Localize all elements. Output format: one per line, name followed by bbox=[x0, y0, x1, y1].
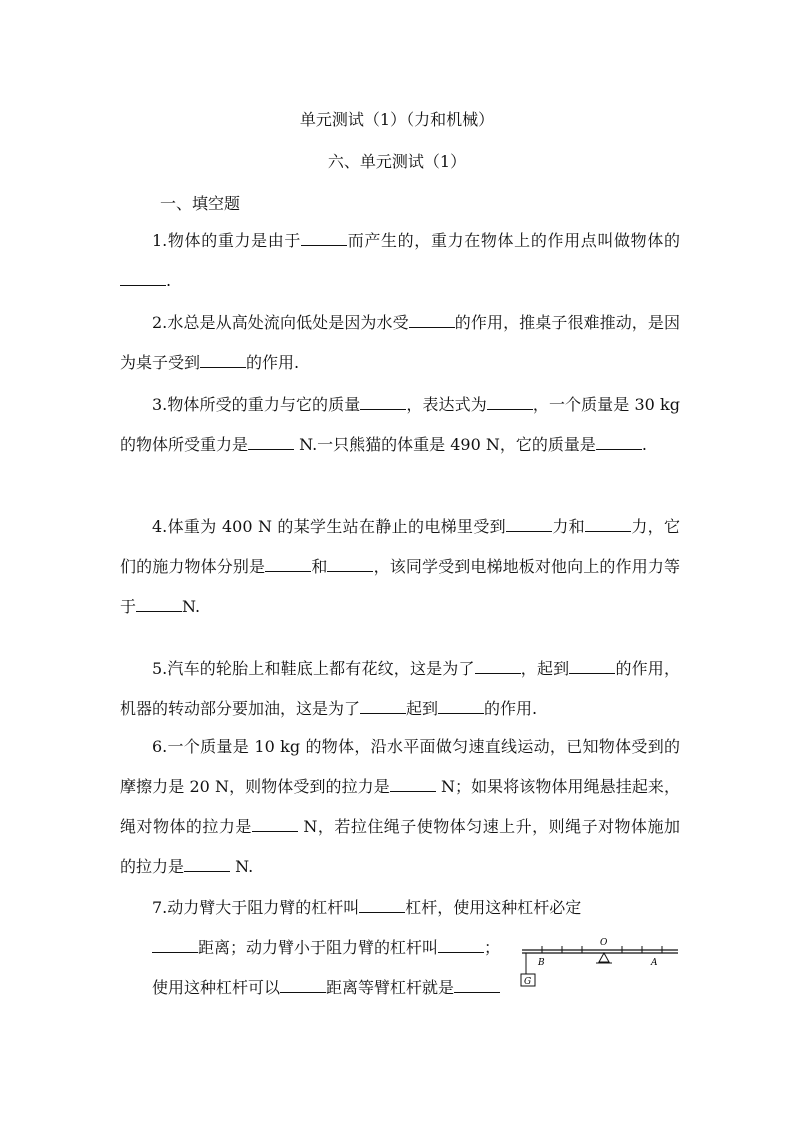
question-6: 6.一个质量是 10 kg 的物体，沿水平面做匀速直线运动，已知物体受到的摩擦力是 20 N，则物体受到的拉力是 N；如果将该物体用绳悬挂起来，绳对物体的拉力是 N，若拉住绳子使物体匀速上升，则绳子对物体施加的拉力是 N. bbox=[120, 737, 680, 876]
answer-blank[interactable] bbox=[390, 777, 436, 792]
answer-blank[interactable] bbox=[360, 699, 406, 714]
answer-blank[interactable] bbox=[454, 978, 500, 993]
section-heading: 一、填空题 bbox=[160, 194, 241, 213]
answer-blank[interactable] bbox=[506, 517, 552, 532]
answer-blank[interactable] bbox=[252, 817, 298, 832]
answer-blank[interactable] bbox=[120, 271, 166, 286]
answer-blank[interactable] bbox=[301, 231, 347, 246]
answer-blank[interactable] bbox=[487, 395, 533, 410]
answer-blank[interactable] bbox=[136, 597, 182, 612]
answer-blank[interactable] bbox=[359, 898, 405, 913]
answer-blank[interactable] bbox=[248, 435, 294, 450]
answer-blank[interactable] bbox=[265, 557, 311, 572]
answer-blank[interactable] bbox=[569, 659, 615, 674]
weight-label: G bbox=[524, 977, 532, 987]
question-4: 4.体重为 400 N 的某学生站在静止的电梯里受到 力和 力，它们的施力物体分别是 和 ，该同学受到电梯地板对他向上的作用力等于 N. bbox=[120, 517, 680, 616]
question-2: 2.水总是从高处流向低处是因为水受 的作用，推桌子很难推动，是因为桌子受到 的作用. bbox=[120, 313, 680, 372]
point-b-label: B bbox=[538, 958, 545, 968]
lever-diagram bbox=[518, 934, 680, 994]
question-5: 5.汽车的轮胎上和鞋底上都有花纹，这是为了 ，起到 的作用，机器的转动部分要加油，这是为了 起到 的作用. bbox=[120, 659, 680, 718]
page-title: 单元测试（1）（力和机械） bbox=[299, 110, 495, 129]
page-subtitle: 六、单元测试（1） bbox=[327, 152, 467, 171]
question-1: 1.物体的重力是由于 而产生的，重力在物体上的作用点叫做物体的. bbox=[120, 221, 680, 301]
question-7: 7.动力臂大于阻力臂的杠杆叫 杠杆，使用这种杠杆必定 距离；动力臂小于阻力臂的杠杆叫 ； 使用这种杠杆可以 距离等臂杠杆就是 bbox=[152, 898, 582, 997]
answer-blank[interactable] bbox=[184, 857, 230, 872]
answer-blank[interactable] bbox=[438, 938, 484, 953]
answer-blank[interactable] bbox=[152, 938, 198, 953]
answer-blank[interactable] bbox=[327, 557, 373, 572]
fulcrum-label: O bbox=[600, 938, 608, 948]
answer-blank[interactable] bbox=[360, 395, 406, 410]
answer-blank[interactable] bbox=[280, 978, 326, 993]
fulcrum-icon bbox=[599, 953, 609, 962]
answer-blank[interactable] bbox=[409, 313, 455, 328]
question-3: 3.物体所受的重力与它的质量 ，表达式为 ，一个质量是 30 kg 的物体所受重力是 N.一只熊猫的体重是 490 N，它的质量是 . bbox=[120, 395, 680, 454]
answer-blank[interactable] bbox=[438, 699, 484, 714]
answer-blank[interactable] bbox=[475, 659, 521, 674]
answer-blank[interactable] bbox=[596, 435, 642, 450]
answer-blank[interactable] bbox=[585, 517, 631, 532]
answer-blank[interactable] bbox=[200, 353, 246, 368]
point-a-label: A bbox=[651, 958, 658, 968]
